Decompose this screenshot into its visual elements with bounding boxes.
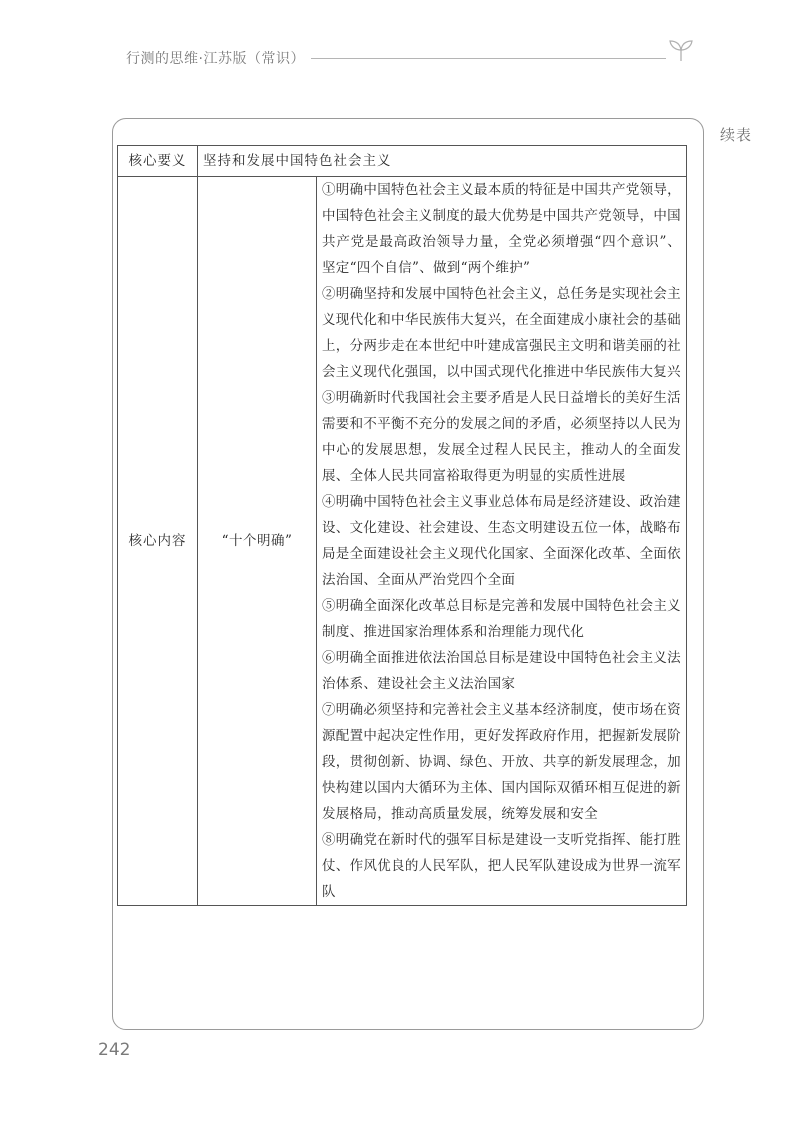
table-header-row bbox=[118, 146, 687, 177]
header-value-cell: 坚持和发展中国特色社会主义 bbox=[198, 146, 687, 177]
content-cell bbox=[317, 177, 687, 906]
list-item: ②明确坚持和发展中国特色社会主义，总任务是实现社会主义现代化和中华民族伟大复兴，在全面建成小康社会的基础上，分两步走在本世纪中叶建成富强民主文明和谐美丽的社会主义现代化强国，以中国式现代化推进中华民族伟大复兴 bbox=[322, 286, 681, 380]
list-item: ①明确中国特色社会主义最本质的特征是中国共产党领导，中国特色社会主义制度的最大优势是中国共产党领导，中国共产党是最高政治领导力量，全党必须增强“四个意识”、坚定“四个自信”、做到“两个维护” bbox=[322, 182, 681, 276]
row-sub-label-cell: “十个明确” bbox=[198, 177, 317, 906]
header-label-cell: 核心要义 bbox=[118, 146, 198, 177]
page-number: 242 bbox=[98, 1040, 131, 1060]
table-row bbox=[118, 177, 687, 906]
list-item: ⑦明确必须坚持和完善社会主义基本经济制度，使市场在资源配置中起决定性作用，更好发挥政府作用，把握新发展阶段，贯彻创新、协调、绿色、开放、共享的新发展理念，加快构建以国内大循环为主体、国内国际双循环相互促进的新发展格局，推动高质量发展，统筹发展和安全 bbox=[322, 702, 681, 822]
continued-label: 续表 bbox=[719, 126, 752, 144]
running-header bbox=[126, 48, 686, 70]
row-label-cell: 核心内容 bbox=[118, 177, 198, 906]
header-rule bbox=[311, 58, 666, 59]
book-title: 行测的思维·江苏版（常识） bbox=[126, 51, 305, 67]
list-item: ⑥明确全面推进依法治国总目标是建设中国特色社会主义法治体系、建设社会主义法治国家 bbox=[322, 650, 681, 692]
list-item: ⑧明确党在新时代的强军目标是建设一支听党指挥、能打胜仗、作风优良的人民军队，把人民军队建设成为世界一流军队 bbox=[322, 832, 681, 900]
list-item: ③明确新时代我国社会主要矛盾是人民日益增长的美好生活需要和不平衡不充分的发展之间的矛盾，必须坚持以人民为中心的发展思想，发展全过程人民民主，推动人的全面发展、全体人民共同富裕取得更为明显的实质性进展 bbox=[322, 390, 681, 484]
content-table bbox=[117, 145, 687, 906]
list-item: ⑤明确全面深化改革总目标是完善和发展中国特色社会主义制度、推进国家治理体系和治理能力现代化 bbox=[322, 598, 681, 640]
sprout-icon bbox=[668, 38, 694, 62]
list-item: ④明确中国特色社会主义事业总体布局是经济建设、政治建设、文化建设、社会建设、生态文明建设五位一体，战略布局是全面建设社会主义现代化国家、全面深化改革、全面依法治国、全面从严治党四个全面 bbox=[322, 494, 681, 588]
